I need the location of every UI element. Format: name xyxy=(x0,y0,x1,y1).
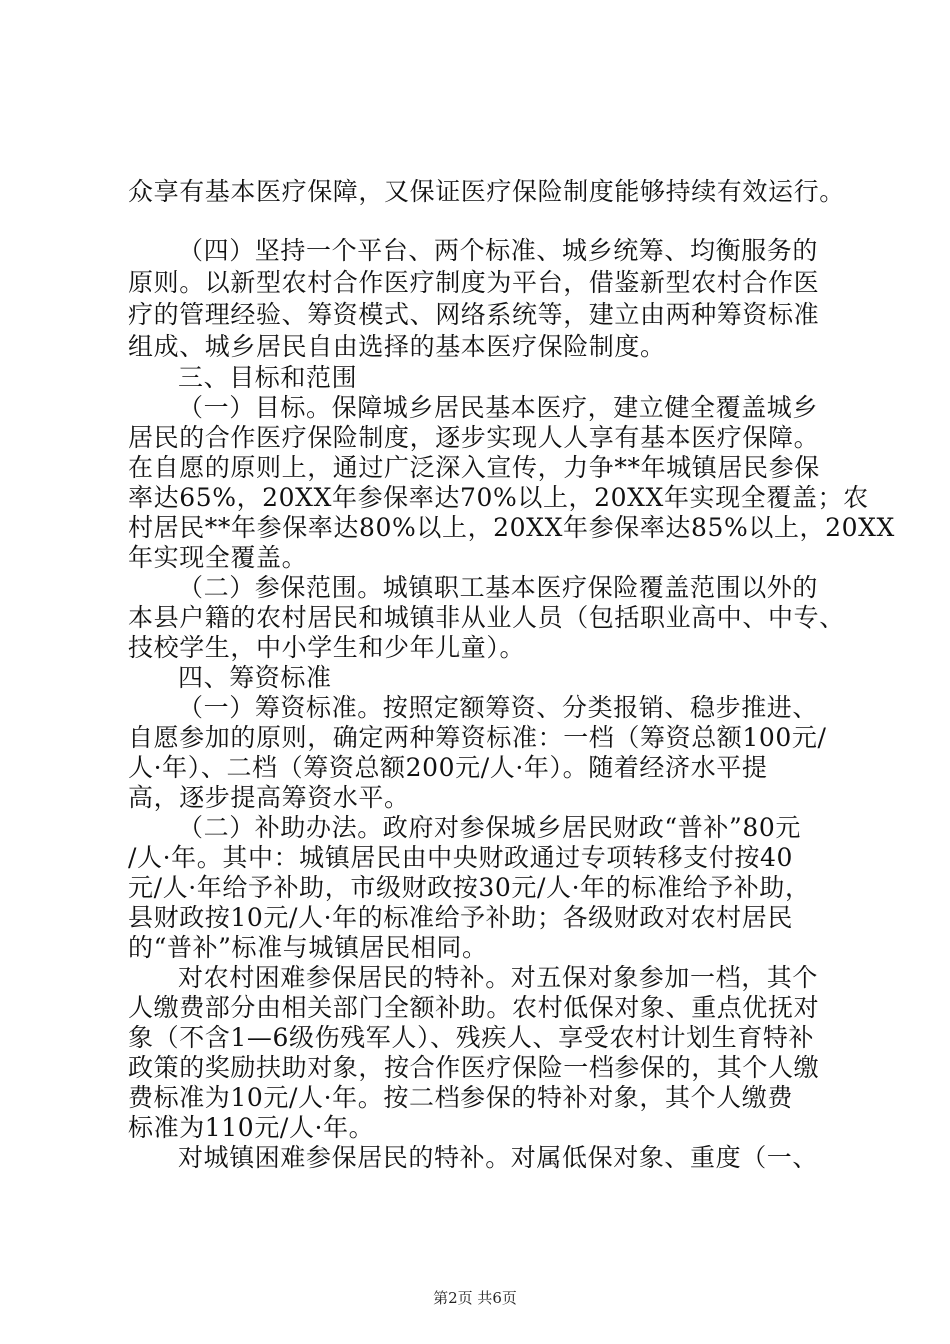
text-line-27: 人缴费部分由相关部门全额补助。农村低保对象、重点优抚对 xyxy=(128,993,820,1022)
text-line-31: 标准为110元/人·年。 xyxy=(128,1113,375,1142)
section-heading-3: 三、目标和范围 xyxy=(178,363,358,392)
text-line-19: 人·年）、二档（筹资总额200元/人·年）。随着经济水平提 xyxy=(128,753,768,782)
text-line-28: 象（不含1—6级伤残军人）、残疾人、享受农村计划生育特补 xyxy=(128,1023,815,1052)
text-line-17: （一）筹资标准。按照定额筹资、分类报销、稳步推进、 xyxy=(178,693,819,722)
page-number-footer: 第2页 共6页 xyxy=(433,1289,517,1307)
section-heading-4: 四、筹资标准 xyxy=(178,663,332,692)
text-line-12: 年实现全覆盖。 xyxy=(128,543,308,572)
text-line-30: 费标准为10元/人·年。按二档参保的特补对象，其个人缴费 xyxy=(128,1083,793,1112)
text-line-13: （二）参保范围。城镇职工基本医疗保险覆盖范围以外的 xyxy=(178,573,819,602)
text-line-5: 组成、城乡居民自由选择的基本医疗保险制度。 xyxy=(128,332,666,361)
text-line-11: 村居民**年参保率达80%以上，20XX年参保率达85%以上，20XX xyxy=(128,513,895,542)
text-line-14: 本县户籍的农村居民和城镇非从业人员（包括职业高中、中专、 xyxy=(128,603,845,632)
text-line-26: 对农村困难参保居民的特补。对五保对象参加一档，其个 xyxy=(178,963,819,992)
text-line-32: 对城镇困难参保居民的特补。对属低保对象、重度（一、 xyxy=(178,1143,819,1172)
text-line-2: （四）坚持一个平台、两个标准、城乡统筹、均衡服务的 xyxy=(178,236,819,265)
text-line-18: 自愿参加的原则，确定两种筹资标准：一档（筹资总额100元/ xyxy=(128,723,827,752)
text-line-3: 原则。以新型农村合作医疗制度为平台，借鉴新型农村合作医 xyxy=(128,268,820,297)
text-line-10: 率达65%，20XX年参保率达70%以上，20XX年实现全覆盖；农 xyxy=(128,483,869,512)
text-line-15: 技校学生，中小学生和少年儿童）。 xyxy=(128,633,526,662)
text-line-25: 的“普补”标准与城镇居民相同。 xyxy=(128,933,488,962)
text-line-9: 在自愿的原则上，通过广泛深入宣传，力争**年城镇居民参保 xyxy=(128,453,820,482)
text-line-7: （一）目标。保障城乡居民基本医疗，建立健全覆盖城乡 xyxy=(178,393,819,422)
text-line-1: 众享有基本医疗保障，又保证医疗保险制度能够持续有效运行。 xyxy=(128,177,845,206)
text-line-4: 疗的管理经验、筹资模式、网络系统等，建立由两种筹资标准 xyxy=(128,300,820,329)
text-line-23: 元/人·年给予补助，市级财政按30元/人·年的标准给予补助， xyxy=(128,873,811,902)
text-line-8: 居民的合作医疗保险制度，逐步实现人人享有基本医疗保障。 xyxy=(128,423,820,452)
text-line-24: 县财政按10元/人·年的标准给予补助；各级财政对农村居民 xyxy=(128,903,793,932)
text-line-22: /人·年。其中：城镇居民由中央财政通过专项转移支付按40 xyxy=(128,843,793,872)
text-line-21: （二）补助办法。政府对参保城乡居民财政“普补”80元 xyxy=(178,813,801,842)
text-line-29: 政策的奖励扶助对象，按合作医疗保险一档参保的，其个人缴 xyxy=(128,1053,820,1082)
text-line-20: 高，逐步提高筹资水平。 xyxy=(128,783,410,812)
